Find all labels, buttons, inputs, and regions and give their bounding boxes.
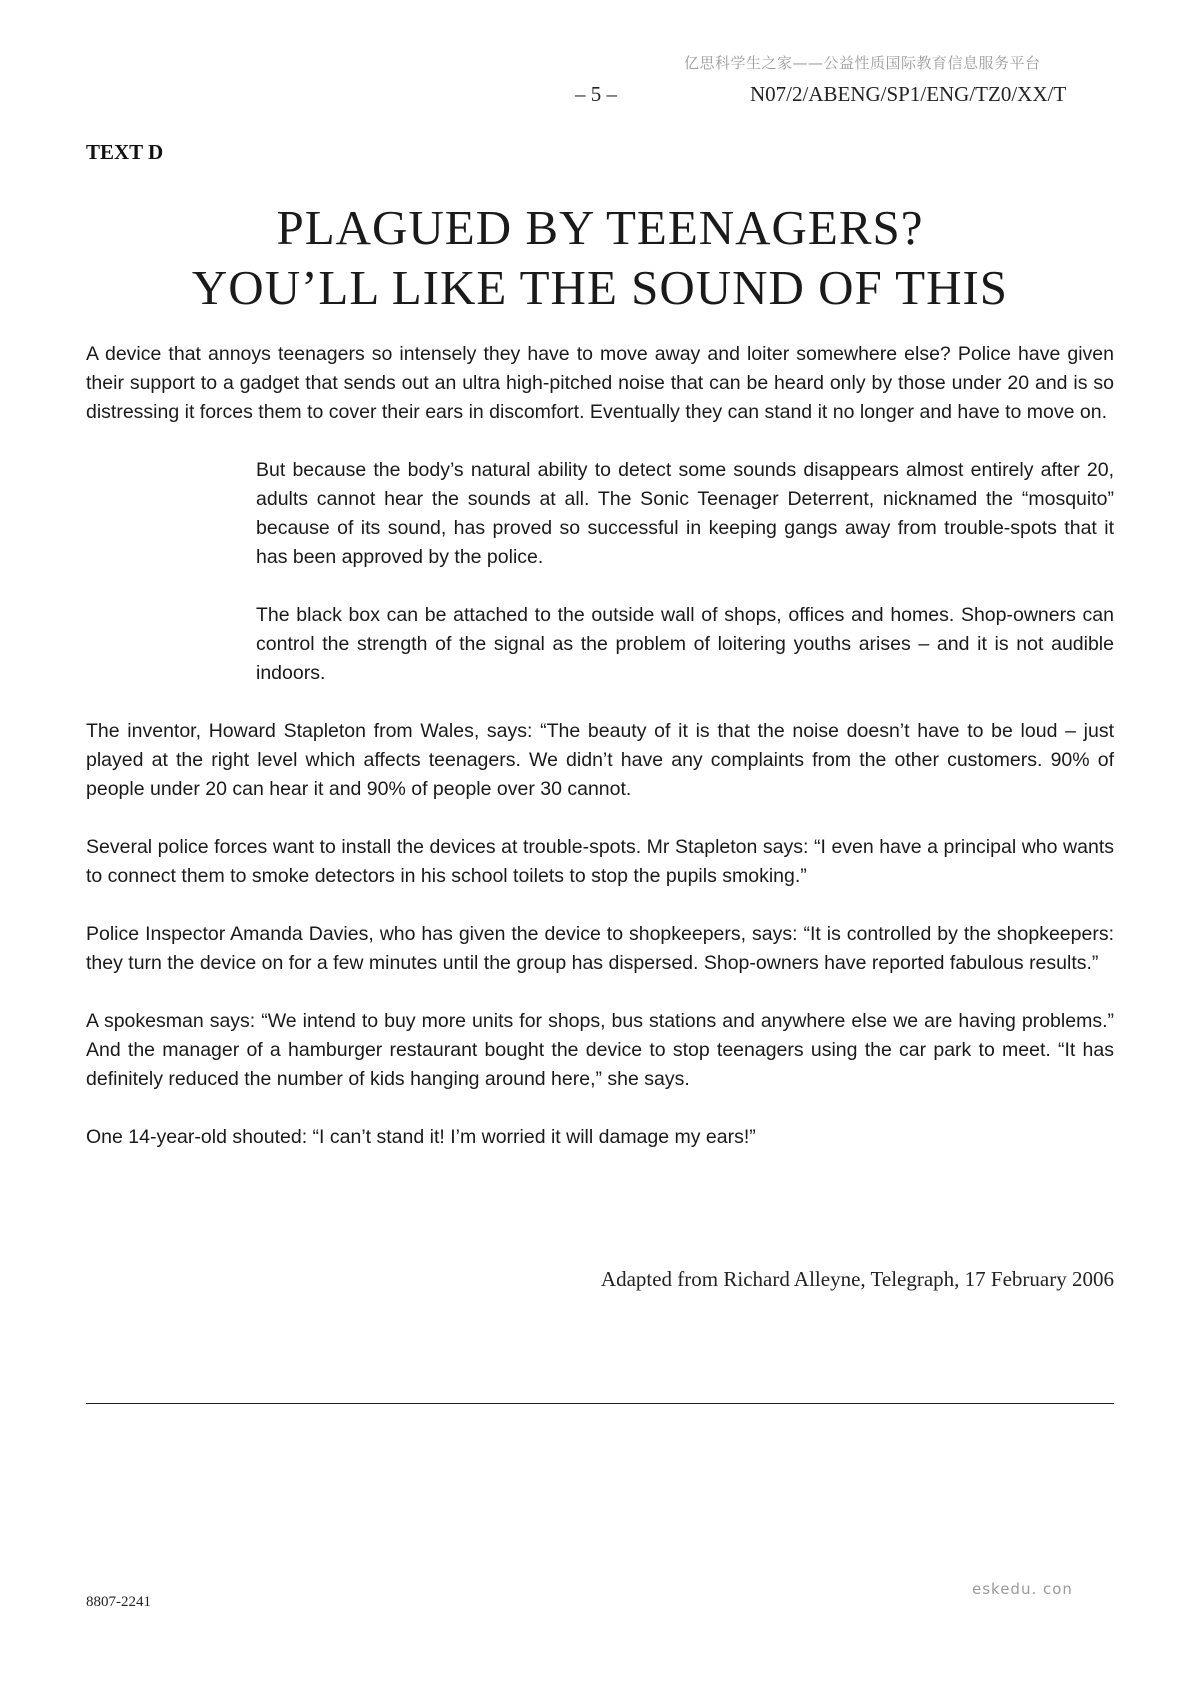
paragraph-spokesman: A spokesman says: “We intend to buy more units for shops, bus stations and anywhere else we are having problems.” And the manager of a hamburger restaurant bought the device to stop teenagers using the car park to meet. “It has definitely reduced the number of kids hanging around here,” she says. bbox=[86, 1010, 1114, 1090]
headline-line-2: YOU’LL LIKE THE SOUND OF THIS bbox=[191, 260, 1009, 315]
watermark-bottom-text: eskedu. con bbox=[972, 1580, 1073, 1598]
paragraph-teenager-quote: One 14-year-old shouted: “I can’t stand it! I’m worried it will damage my ears!” bbox=[86, 1126, 756, 1148]
article-body bbox=[86, 340, 1114, 1181]
section-label: TEXT D bbox=[86, 140, 164, 164]
headline bbox=[86, 198, 1114, 318]
paragraph-police-forces: Several police forces want to install the devices at trouble-spots. Mr Stapleton says: “I even have a principal who wants to connect them to smoke detectors in his school toilets to stop the pupils smoking.” bbox=[86, 836, 1114, 887]
horizontal-rule bbox=[86, 1403, 1114, 1404]
headline-line-1: PLAGUED BY TEENAGERS? bbox=[276, 200, 924, 255]
paragraph-inventor: The inventor, Howard Stapleton from Wales, says: “The beauty of it is that the noise doesn’t have to be loud – just played at the right level which affects teenagers. We didn’t have any complaints from the other customers. 90% of people under 20 can hear it and 90% of people over 30 cannot. bbox=[86, 720, 1114, 800]
paragraph-indented-1: But because the body’s natural ability to detect some sounds disappears almost entirely after 20, adults cannot hear the sounds at all. The Sonic Teenager Deterrent, nicknamed the “mosquito” because of its sound, has proved so successful in keeping gangs away from trouble-spots that it has been approved by the police. bbox=[256, 459, 1114, 568]
page-number: – 5 – bbox=[575, 82, 617, 106]
paper-code: N07/2/ABENG/SP1/ENG/TZ0/XX/T bbox=[750, 82, 1067, 106]
paragraph-inspector: Police Inspector Amanda Davies, who has given the device to shopkeepers, says: “It is controlled by the shopkeepers: they turn the device on for a few minutes until the group has dispersed. Shop-owners have reported fabulous results.” bbox=[86, 923, 1114, 974]
paragraph-indented-2: The black box can be attached to the outside wall of shops, offices and homes. Shop-owners can control the strength of the signal as the problem of loitering youths arises – and it is not audible indoors. bbox=[256, 604, 1114, 684]
watermark-top-text: 亿思科学生之家——公益性质国际教育信息服务平台 bbox=[684, 54, 1041, 72]
source-citation: Adapted from Richard Alleyne, Telegraph, 17 February 2006 bbox=[600, 1267, 1114, 1291]
paragraph-intro: A device that annoys teenagers so intensely they have to move away and loiter somewhere else? Police have given their support to a gadget that sends out an ultra high-pitched noise that can be heard only by those under 20 and is so distressing it forces them to cover their ears in discomfort. Eventually they can stand it no longer and have to move on. bbox=[86, 343, 1114, 423]
footer-code: 8807-2241 bbox=[86, 1594, 151, 1610]
